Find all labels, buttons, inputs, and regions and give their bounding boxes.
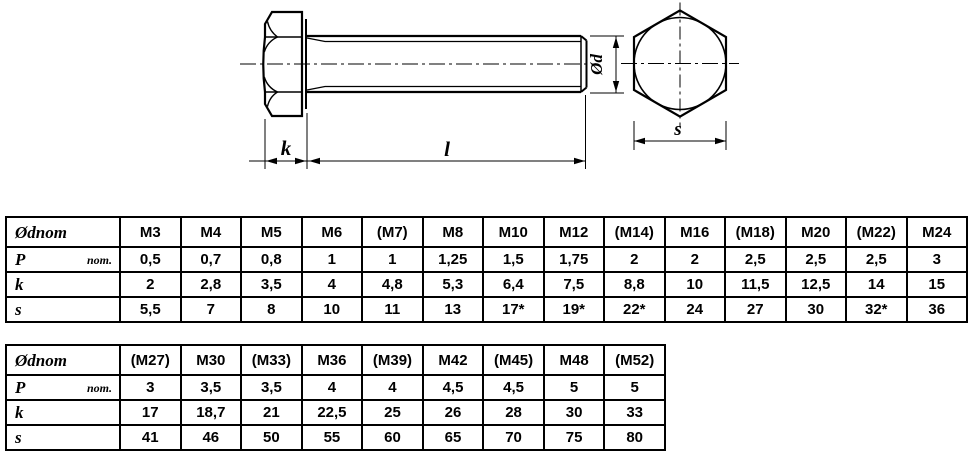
value-cell: 14: [846, 272, 907, 297]
size-header-cell: M8: [423, 217, 484, 247]
dim-arrow: [309, 158, 320, 164]
value-cell: 8,8: [604, 272, 665, 297]
table-row: [6, 375, 665, 400]
row-label: P: [15, 250, 26, 269]
size-header-cell: M16: [665, 217, 726, 247]
value-cell: 2: [665, 247, 726, 272]
size-header-cell: (M22): [846, 217, 907, 247]
value-cell: 3,5: [181, 375, 242, 400]
value-cell: 46: [181, 425, 242, 450]
value-cell: 80: [604, 425, 665, 450]
value-cell: 33: [604, 400, 665, 425]
table-row: [6, 425, 665, 450]
value-cell: 2: [604, 247, 665, 272]
value-cell: 28: [483, 400, 544, 425]
table-row: [6, 272, 967, 297]
value-cell: 25: [362, 400, 423, 425]
value-cell: 75: [544, 425, 605, 450]
table-row: [6, 400, 665, 425]
value-cell: 24: [665, 297, 726, 322]
value-cell: 30: [786, 297, 847, 322]
dim-label-l: l: [444, 137, 450, 161]
table-row: [6, 247, 967, 272]
value-cell: 70: [483, 425, 544, 450]
size-header-cell: (M14): [604, 217, 665, 247]
size-header-cell: M42: [423, 345, 484, 375]
bolt-head-end-view: [621, 3, 739, 128]
row-label-cell: [6, 297, 120, 322]
value-cell: 36: [907, 297, 968, 322]
size-header-cell: M20: [786, 217, 847, 247]
k-l-dimensions: [249, 95, 586, 169]
value-cell: 1,25: [423, 247, 484, 272]
value-cell: 2,5: [786, 247, 847, 272]
value-cell: 22,5: [302, 400, 363, 425]
value-cell: 0,5: [120, 247, 181, 272]
value-cell: 0,8: [241, 247, 302, 272]
value-cell: 4,5: [423, 375, 484, 400]
value-cell: 3: [907, 247, 968, 272]
value-cell: 7: [181, 297, 242, 322]
value-cell: 4: [302, 272, 363, 297]
row-label-cell: [6, 400, 120, 425]
value-cell: 5,5: [120, 297, 181, 322]
value-cell: 30: [544, 400, 605, 425]
row-label-cell: [6, 425, 120, 450]
dim-arrow: [574, 158, 585, 164]
row-sublabel: nom.: [86, 380, 112, 395]
diameter-nominal-header-label: Ødnom: [15, 350, 67, 370]
value-cell: 7,5: [544, 272, 605, 297]
value-cell: 3: [120, 375, 181, 400]
row-label-cell: [6, 247, 120, 272]
diameter-dimension: [587, 36, 624, 93]
size-header-cell: M24: [907, 217, 968, 247]
label-wrap: [7, 404, 119, 421]
table-body: [6, 217, 967, 322]
value-cell: 1: [302, 247, 363, 272]
size-header-cell: (M18): [725, 217, 786, 247]
value-cell: 12,5: [786, 272, 847, 297]
dim-arrow: [634, 138, 645, 144]
hex-bolt-technical-drawing: [0, 0, 972, 210]
label-wrap: [7, 276, 119, 293]
label-wrap: [7, 301, 119, 318]
value-cell: 27: [725, 297, 786, 322]
value-cell: 19*: [544, 297, 605, 322]
value-cell: 2,5: [846, 247, 907, 272]
value-cell: 1,75: [544, 247, 605, 272]
value-cell: 0,7: [181, 247, 242, 272]
value-cell: 1: [362, 247, 423, 272]
label-wrap: [7, 224, 119, 241]
size-header-cell: M48: [544, 345, 605, 375]
value-cell: 1,5: [483, 247, 544, 272]
value-cell: 6,4: [483, 272, 544, 297]
label-wrap: [7, 352, 119, 369]
value-cell: 2,8: [181, 272, 242, 297]
dim-arrow: [613, 37, 619, 48]
size-header-cell: M4: [181, 217, 242, 247]
across-flats-dimension: [634, 119, 726, 150]
row-label-cell: [6, 272, 120, 297]
diameter-nominal-header-cell: [6, 345, 120, 375]
dimensions-table-large-sizes: [5, 344, 666, 451]
value-cell: 2: [120, 272, 181, 297]
size-header-cell: (M27): [120, 345, 181, 375]
row-label: s: [15, 300, 22, 319]
dim-label-d: Ød: [587, 54, 606, 75]
row-label-cell: [6, 375, 120, 400]
size-header-cell: (M52): [604, 345, 665, 375]
row-label: k: [15, 275, 24, 294]
size-header-cell: (M39): [362, 345, 423, 375]
value-cell: 5: [604, 375, 665, 400]
value-cell: 5: [544, 375, 605, 400]
row-label: P: [15, 378, 26, 397]
value-cell: 3,5: [241, 272, 302, 297]
size-header-cell: M10: [483, 217, 544, 247]
value-cell: 5,3: [423, 272, 484, 297]
value-cell: 11: [362, 297, 423, 322]
diameter-nominal-header-cell: [6, 217, 120, 247]
size-header-cell: M6: [302, 217, 363, 247]
row-sublabel: nom.: [86, 252, 112, 267]
value-cell: 60: [362, 425, 423, 450]
dim-label-s: s: [674, 119, 682, 140]
value-cell: 17: [120, 400, 181, 425]
value-cell: 26: [423, 400, 484, 425]
value-cell: 32*: [846, 297, 907, 322]
value-cell: 21: [241, 400, 302, 425]
table-header-row: [6, 345, 665, 375]
size-header-cell: (M45): [483, 345, 544, 375]
value-cell: 4: [362, 375, 423, 400]
diameter-nominal-header-label: Ødnom: [15, 222, 67, 242]
value-cell: 17*: [483, 297, 544, 322]
value-cell: 65: [423, 425, 484, 450]
value-cell: 3,5: [241, 375, 302, 400]
size-header-cell: M12: [544, 217, 605, 247]
value-cell: 10: [665, 272, 726, 297]
size-header-cell: (M33): [241, 345, 302, 375]
size-header-cell: M36: [302, 345, 363, 375]
value-cell: 18,7: [181, 400, 242, 425]
size-header-cell: M3: [120, 217, 181, 247]
label-wrap: [7, 251, 119, 268]
dim-arrow: [715, 138, 726, 144]
table-body: [6, 345, 665, 450]
value-cell: 41: [120, 425, 181, 450]
dim-arrow: [266, 158, 277, 164]
row-label: k: [15, 403, 24, 422]
label-wrap: [7, 379, 119, 396]
row-label: s: [15, 428, 22, 447]
dim-arrow: [295, 158, 306, 164]
size-header-cell: (M7): [362, 217, 423, 247]
value-cell: 50: [241, 425, 302, 450]
value-cell: 55: [302, 425, 363, 450]
value-cell: 22*: [604, 297, 665, 322]
value-cell: 2,5: [725, 247, 786, 272]
size-header-cell: M30: [181, 345, 242, 375]
size-header-cell: M5: [241, 217, 302, 247]
value-cell: 15: [907, 272, 968, 297]
value-cell: 4,5: [483, 375, 544, 400]
dimensions-table-small-sizes: [5, 216, 968, 323]
value-cell: 8: [241, 297, 302, 322]
table-header-row: [6, 217, 967, 247]
value-cell: 10: [302, 297, 363, 322]
dim-label-k: k: [280, 136, 292, 160]
value-cell: 4,8: [362, 272, 423, 297]
value-cell: 4: [302, 375, 363, 400]
value-cell: 13: [423, 297, 484, 322]
value-cell: 11,5: [725, 272, 786, 297]
dim-arrow: [613, 81, 619, 92]
table-row: [6, 297, 967, 322]
label-wrap: [7, 429, 119, 446]
